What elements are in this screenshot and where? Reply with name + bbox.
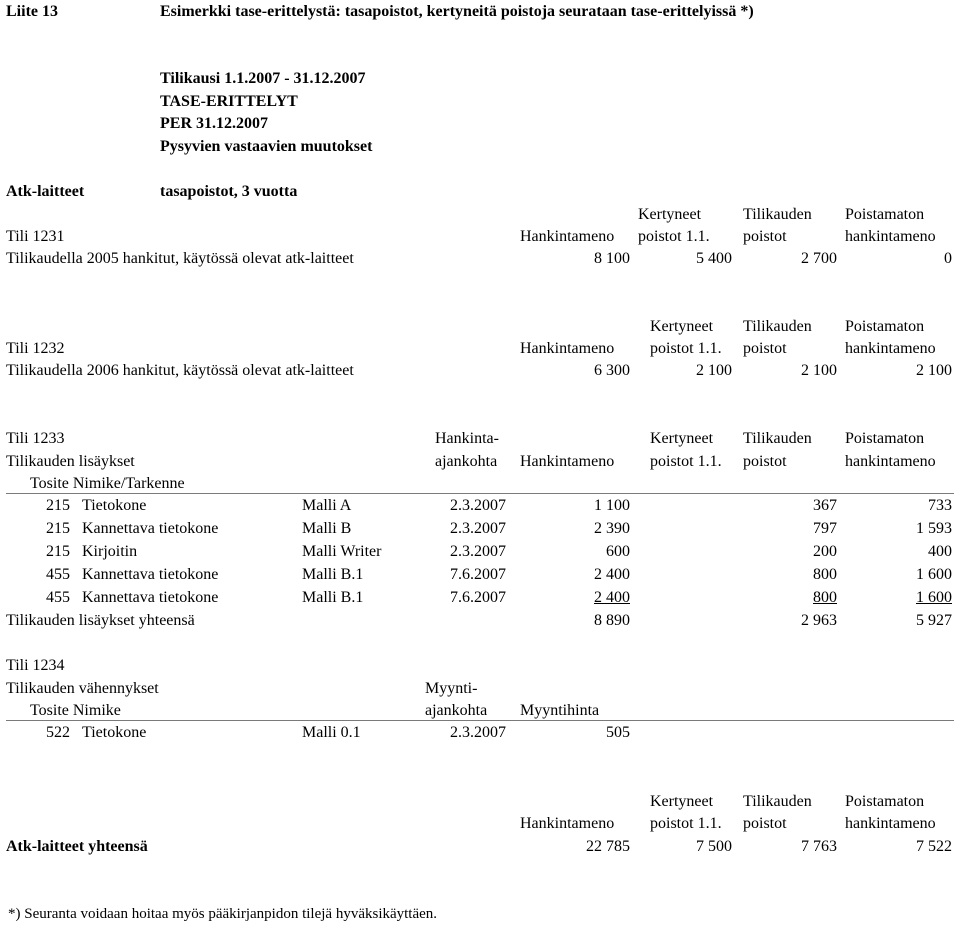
col-header-hankintameno: Hankintameno	[520, 228, 615, 245]
cell-poistamaton: 733	[928, 497, 952, 514]
cell-tosite: 215	[46, 497, 70, 514]
footnote: *) Seuranta voidaan hoitaa myös pääkirjanpidon tilejä hyväksikäyttäen.	[8, 906, 438, 922]
grand-total-hankintameno: 22 785	[586, 838, 630, 855]
account-description: Tilikaudella 2006 hankitut, käytössä olevat atk-laitteet	[6, 362, 354, 379]
row-header: Tosite Nimike/Tarkenne	[30, 475, 185, 492]
col-header-poistamaton-2: hankintameno	[845, 815, 936, 832]
cell-tilikauden: 367	[813, 497, 837, 514]
col-header-kertyneet: Kertyneet	[638, 206, 702, 223]
cell-nimike: Kannettava tietokone	[82, 589, 219, 606]
cell-tosite: 455	[46, 589, 70, 606]
account-description: Tilikaudella 2005 hankitut, käytössä olevat atk-laitteet	[6, 250, 354, 267]
col-header-poistamaton: Poistamaton	[845, 430, 925, 447]
cell-tosite: 215	[46, 520, 70, 537]
account-number: Tili 1234	[6, 657, 65, 674]
value-hankintameno: 6 300	[594, 362, 630, 379]
fiscal-period: Tilikausi 1.1.2007 - 31.12.2007	[160, 70, 366, 87]
col-header-myynti: Myynti-	[425, 680, 478, 697]
cell-poistamaton: 1 600	[916, 566, 952, 583]
col-header-hankinta: Hankinta-	[435, 430, 499, 447]
value-tilikauden: 2 100	[801, 362, 837, 379]
col-header-tilikauden-2: poistot	[743, 815, 787, 832]
col-header-poistamaton: Poistamaton	[845, 206, 925, 223]
cell-tilikauden	[737, 589, 837, 607]
cell-tilikauden: 797	[813, 520, 837, 537]
cell-poistamaton: 1 593	[916, 520, 952, 537]
subtotal-label: Tilikauden lisäykset yhteensä	[6, 612, 195, 629]
cell-hankintameno	[530, 589, 630, 607]
col-header-kertyneet-2: poistot 1.1.	[650, 340, 722, 357]
account-number: Tili 1232	[6, 340, 65, 357]
header-divider	[6, 493, 954, 494]
cell-tilikauden: 800	[813, 566, 837, 583]
cell-tosite: 215	[46, 543, 70, 560]
cell-nimike: Kirjoitin	[82, 543, 138, 560]
cell-tosite: 522	[46, 724, 70, 741]
col-header-myyntihinta: Myyntihinta	[520, 702, 600, 719]
col-header-kertyneet: Kertyneet	[650, 793, 714, 810]
underlined-value: 1 600	[916, 589, 952, 606]
col-header-tilikauden-2: poistot	[743, 228, 787, 245]
cell-hankintameno: 1 100	[594, 497, 630, 514]
underlined-value: 2 400	[594, 589, 630, 606]
col-header-poistamaton-2: hankintameno	[845, 340, 936, 357]
col-header-tilikauden: Tilikauden	[743, 206, 812, 223]
col-header-kertyneet: Kertyneet	[650, 318, 714, 335]
cell-hankintameno: 2 400	[594, 566, 630, 583]
col-header-kertyneet-2: poistot 1.1.	[650, 815, 722, 832]
cell-date: 7.6.2007	[450, 566, 506, 583]
document-type: TASE-ERITTELYT	[160, 93, 298, 110]
cell-tilikauden: 200	[813, 543, 837, 560]
col-header-kertyneet: Kertyneet	[650, 430, 714, 447]
cell-tosite: 455	[46, 566, 70, 583]
col-header-tilikauden-2: poistot	[743, 453, 787, 470]
subtotal-tilikauden: 2 963	[801, 612, 837, 629]
subtotal-hankintameno: 8 890	[594, 612, 630, 629]
cell-myyntihinta: 505	[606, 724, 630, 741]
page-title: Esimerkki tase-erittelystä: tasapoistot, kertyneitä poistoja seurataan tase-erittelyissä *)	[160, 3, 754, 20]
asset-name: Atk-laitteet	[6, 183, 85, 200]
cell-poistamaton: 400	[928, 543, 952, 560]
value-hankintameno: 8 100	[594, 250, 630, 267]
per-date: PER 31.12.2007	[160, 115, 268, 132]
col-header-poistamaton: Poistamaton	[845, 793, 925, 810]
value-tilikauden: 2 700	[801, 250, 837, 267]
cell-hankintameno: 2 390	[594, 520, 630, 537]
cell-malli: Malli B.1	[302, 566, 364, 583]
cell-date: 2.3.2007	[450, 724, 506, 741]
col-header-hankintameno: Hankintameno	[520, 453, 615, 470]
cell-nimike: Tietokone	[82, 497, 147, 514]
col-header-poistamaton: Poistamaton	[845, 318, 925, 335]
cell-nimike: Kannettava tietokone	[82, 566, 219, 583]
col-header-tilikauden: Tilikauden	[743, 430, 812, 447]
cell-hankintameno: 600	[606, 543, 630, 560]
col-header-ajankohta: ajankohta	[425, 702, 488, 719]
col-header-hankintameno: Hankintameno	[520, 815, 615, 832]
cell-nimike: Tietokone	[82, 724, 147, 741]
cell-date: 2.3.2007	[450, 543, 506, 560]
col-header-hankintameno: Hankintameno	[520, 340, 615, 357]
col-header-kertyneet-2: poistot 1.1.	[650, 453, 722, 470]
account-number: Tili 1233	[6, 430, 65, 447]
underlined-value: 800	[813, 589, 837, 606]
col-header-ajankohta: ajankohta	[435, 453, 498, 470]
value-kertyneet: 5 400	[696, 250, 732, 267]
col-header-tilikauden: Tilikauden	[743, 318, 812, 335]
cell-date: 2.3.2007	[450, 497, 506, 514]
appendix-label: Liite 13	[6, 3, 58, 20]
value-poistamaton: 2 100	[916, 362, 952, 379]
header-divider	[6, 720, 954, 721]
value-poistamaton: 0	[944, 250, 952, 267]
depreciation-method: tasapoistot, 3 vuotta	[160, 183, 298, 200]
col-header-poistamaton-2: hankintameno	[845, 228, 936, 245]
cell-malli: Malli A	[302, 497, 352, 514]
section-subtitle: Tilikauden lisäykset	[6, 453, 135, 470]
grand-total-poistamaton: 7 522	[916, 838, 952, 855]
section-subtitle: Tilikauden vähennykset	[6, 680, 159, 697]
cell-malli: Malli Writer	[302, 543, 382, 560]
cell-nimike: Kannettava tietokone	[82, 520, 219, 537]
value-kertyneet: 2 100	[696, 362, 732, 379]
col-header-kertyneet-2: poistot 1.1.	[638, 228, 710, 245]
grand-total-label: Atk-laitteet yhteensä	[6, 838, 148, 855]
row-header: Tosite Nimike	[30, 702, 121, 719]
cell-date: 2.3.2007	[450, 520, 506, 537]
grand-total-tilikauden: 7 763	[801, 838, 837, 855]
subtotal-poistamaton: 5 927	[916, 612, 952, 629]
col-header-poistamaton-2: hankintameno	[845, 453, 936, 470]
cell-poistamaton	[852, 589, 952, 607]
col-header-tilikauden-2: poistot	[743, 340, 787, 357]
col-header-tilikauden: Tilikauden	[743, 793, 812, 810]
cell-date: 7.6.2007	[450, 589, 506, 606]
cell-malli: Malli B.1	[302, 589, 364, 606]
subject-heading: Pysyvien vastaavien muutokset	[160, 138, 373, 155]
account-number: Tili 1231	[6, 228, 65, 245]
grand-total-kertyneet: 7 500	[696, 838, 732, 855]
cell-malli: Malli 0.1	[302, 724, 361, 741]
cell-malli: Malli B	[302, 520, 352, 537]
